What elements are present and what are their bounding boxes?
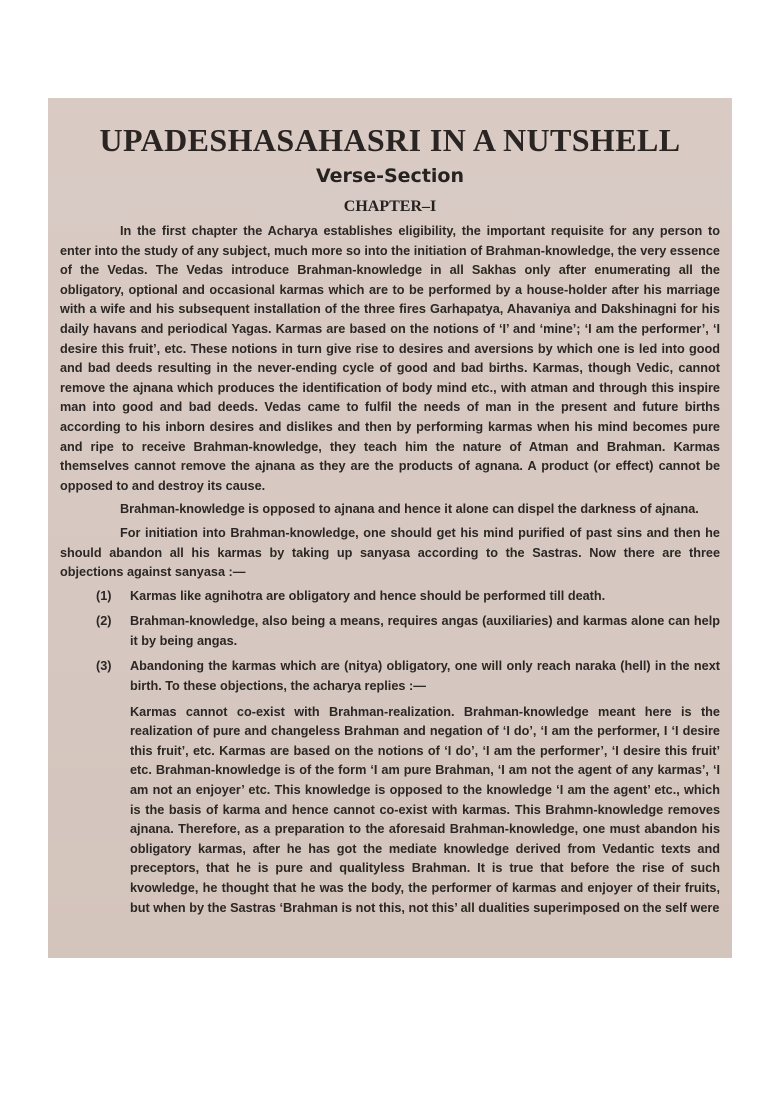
objection-item [96, 587, 720, 607]
section-subtitle: Verse-Section [315, 165, 464, 187]
scanned-page [48, 98, 732, 958]
objection-item [96, 612, 720, 651]
acharya-reply: Karmas cannot co-exist with Brahman-realization. Brahman-knowledge meant here is the realization of pure and changeless Brahman and negation of ‘I do’, ‘I am the performer, I ‘I desire this fruit’, etc. Karmas are based on the notions of ‘I do’, ‘I am the performer’, ‘I desire this fruit’ etc. Brahman-knowledge is of the form ‘I am pure Brahman, ‘I am not the agent of any karmas’, ‘I am not an enjoyer’ etc. This knowledge is opposed to the knowledge ‘I am the agent’ etc., which is the basis of karma and hence cannot co-exist with karmas. This Brahmn-knowledge removes ajnana. Therefore, as a preparation to the aforesaid Brahman-knowledge, one must abandon his obligatory karmas, after he has got the mediate knowledge derived from Vedantic texts and preceptors, that he is pure and qualityless Brahman. It is true that before the rise of such kvowledge, he thought that he was the body, the performer of karmas and enjoyer of their fruits, but when by the Sastras ‘Brahman is not this, not this’ all dualities superimposed on the self were [130, 704, 720, 915]
objection-number: (3) [96, 659, 112, 674]
objection-text: Brahman-knowledge, also being a means, requires angas (auxiliaries) and karmas alone can help it by being angas. [130, 614, 720, 648]
objection-number: (2) [96, 614, 112, 629]
objection-text: Karmas like agnihotra are obligatory and hence should be performed till death. [130, 588, 606, 603]
chapter-heading: CHAPTER–I [343, 198, 437, 215]
initiation-paragraph: For initiation into Brahman-knowledge, one should get his mind purified of past sins and then he should abandon all his karmas by taking up sanyasa according to the Sastras. Now there are three objections against sanyasa :— [60, 525, 720, 580]
objection-item [96, 657, 720, 696]
objections-list [60, 587, 720, 697]
objection-text: Abandoning the karmas which are (nitya) obligatory, one will only reach naraka (hell) in the next birth. To these objections, the acharya replies :— [130, 659, 720, 694]
page-title: UPADESHASAHASRI IN A NUTSHELL [99, 122, 681, 158]
intro-paragraph: In the first chapter the Acharya establishes eligibility, the important requisite for any person to enter into the study of any subject, much more so into the initiation of Brahman-knowledge, the very essence of the Vedas. The Vedas introduce Brahman-knowledge in all Sakhas only after enumerating all the obligatory, optional and occasional karmas which are to be performed by a house-holder after his marriage with a wife and his subsequent installation of the three fires Garhapatya, Ahavaniya and Dakshinagni for his daily havans and periodical Yagas. Karmas are based on the notions of ‘I’ and ‘mine’; ‘I am the performer’, ‘I desire this fruit’, etc. These notions in turn give rise to desires and aversions by which one is led into good and bad deeds resulting in the never-ending cycle of good and bad births. Karmas, though Vedic, cannot remove the ajnana which produces the identification of body mind etc., with atman and through this inspire man into good and bad deeds. Vedas came to fulfil the needs of man in the present and future births according to his inborn desires and dislikes and then by performing karmas when his mind becomes pure and ripe to receive Brahman-knowledge, they teach him the nature of Atman and Brahman. Karmas themselves cannot remove the ajnana as they are the products of agnana. A product (or effect) cannot be opposed to and destroy its cause. [60, 224, 720, 493]
objection-number: (1) [96, 588, 112, 603]
knowledge-paragraph: Brahman-knowledge is opposed to ajnana and hence it alone can dispel the darkness of ajnana. [120, 502, 699, 517]
